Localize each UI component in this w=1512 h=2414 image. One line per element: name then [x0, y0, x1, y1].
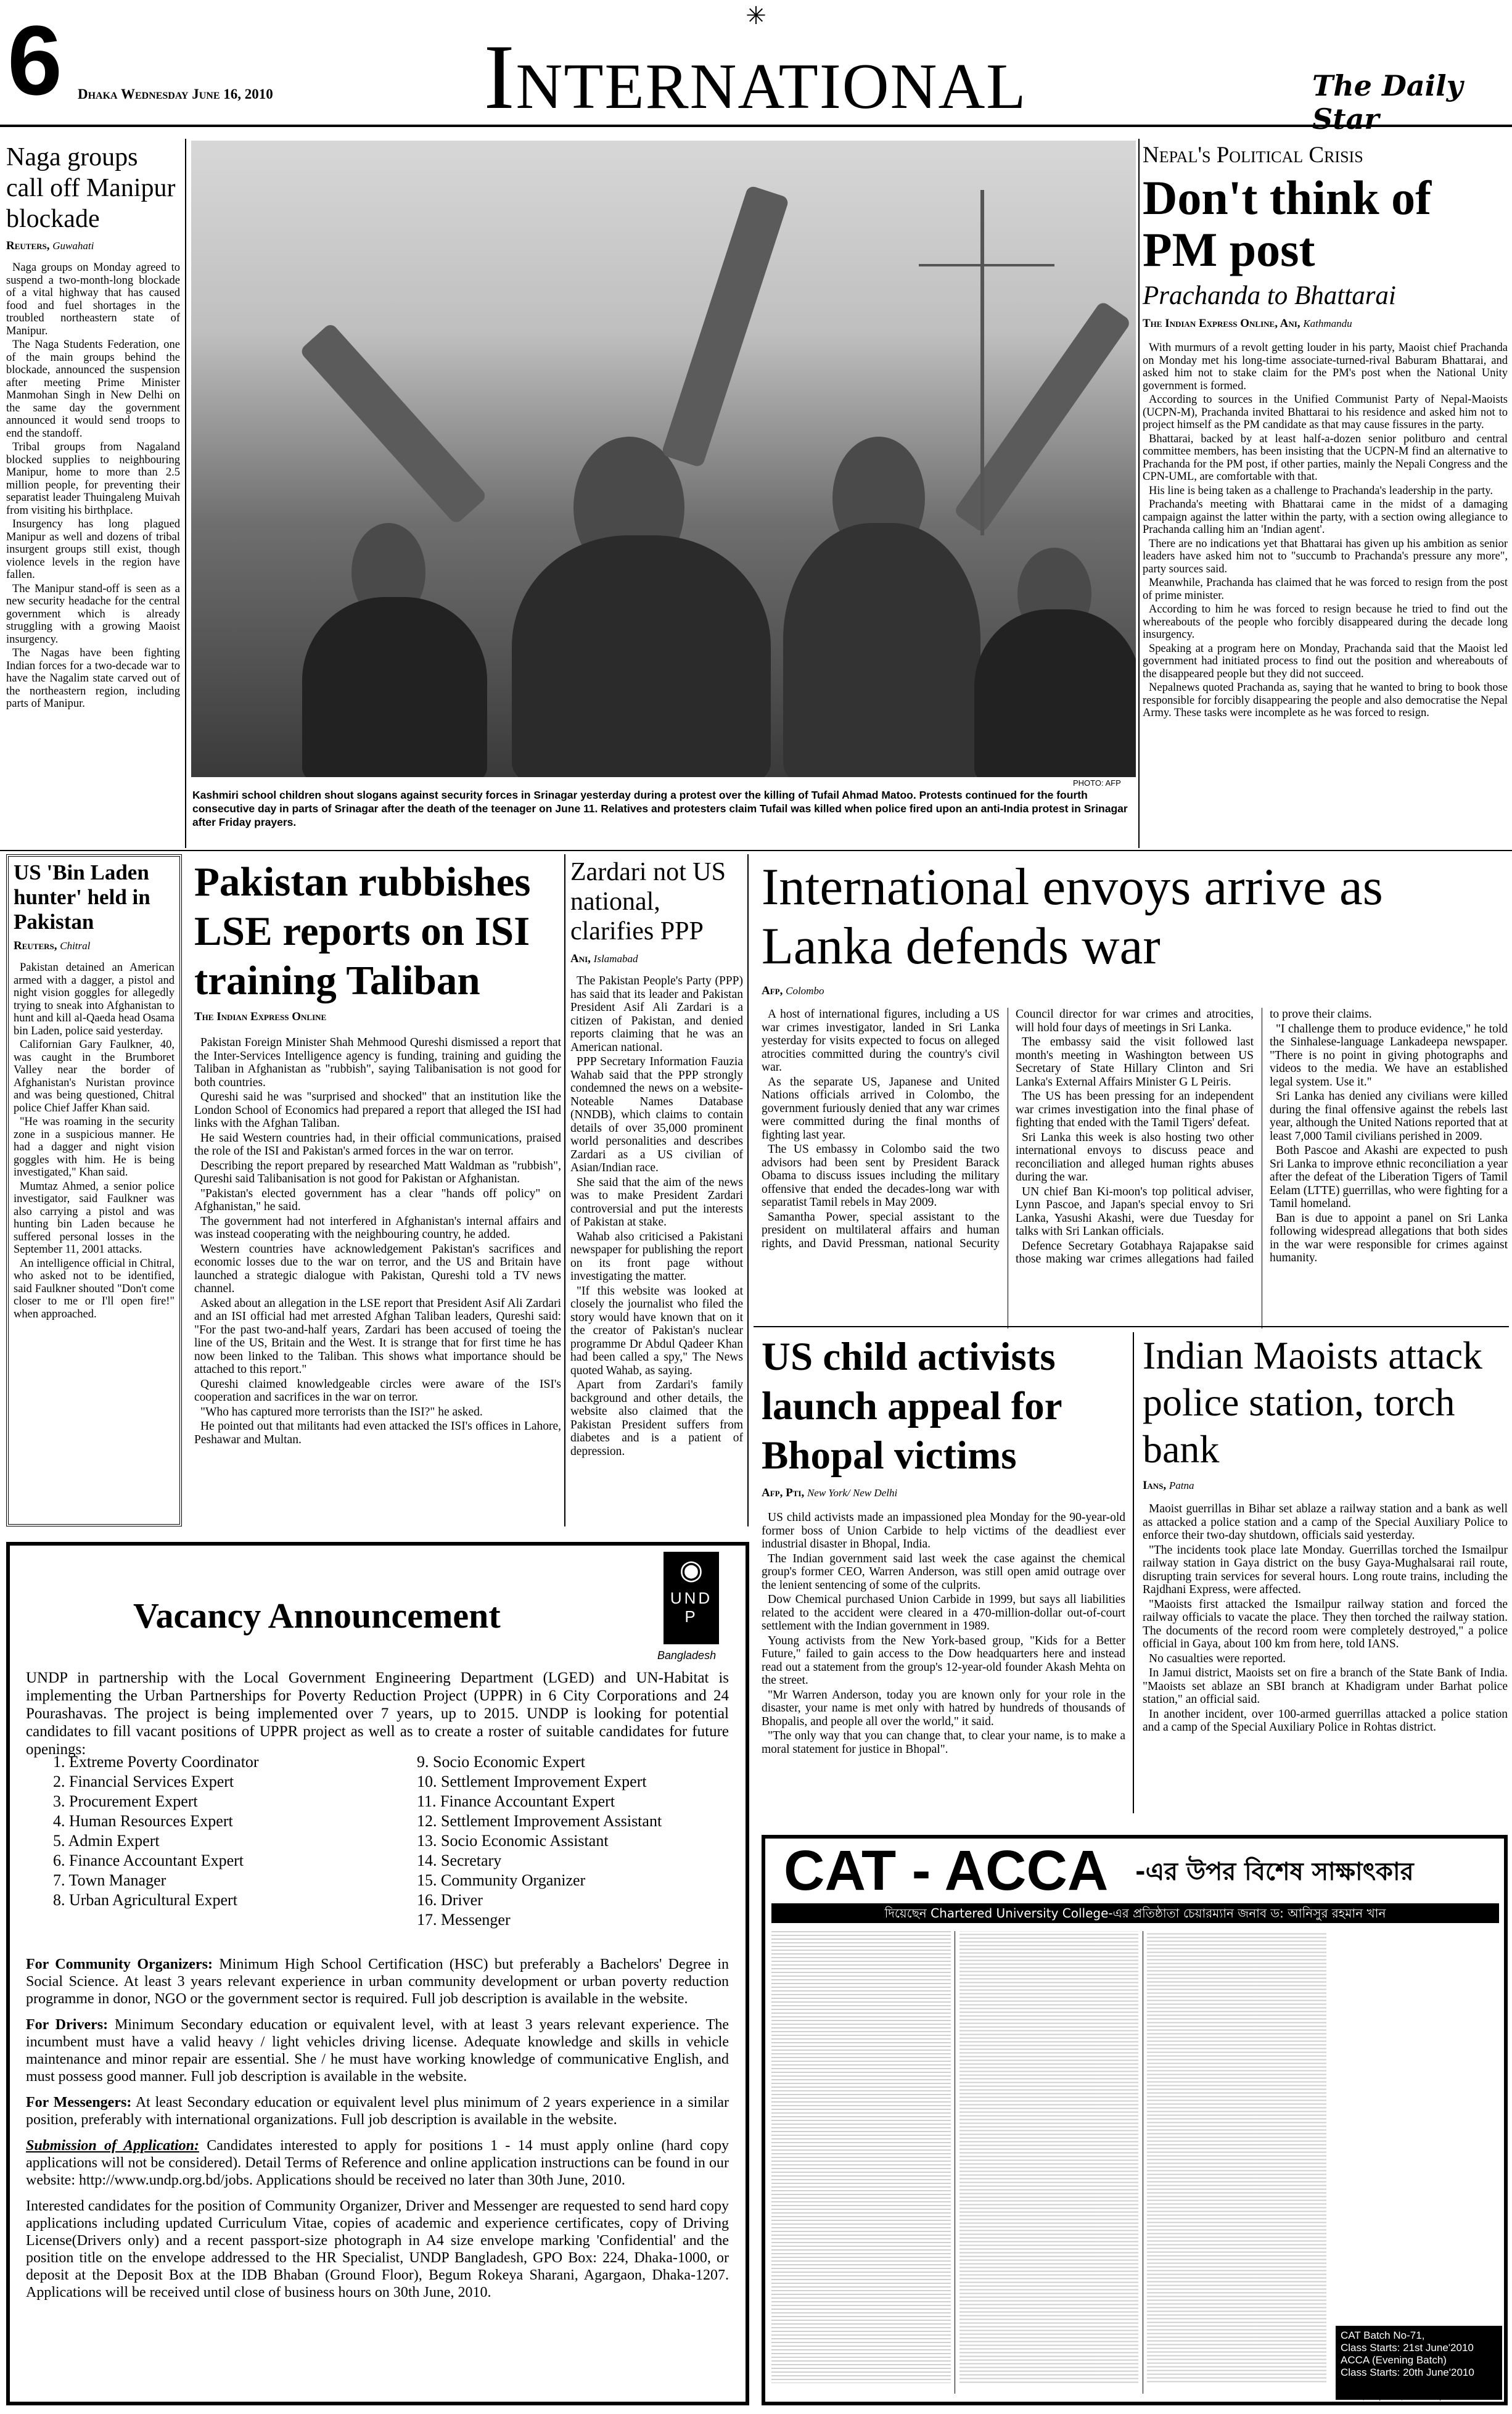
cat-acca-title: CAT - ACCA [784, 1839, 1109, 1902]
vacancy-ad [6, 1542, 749, 2405]
dateline: Dhaka Wednesday June 16, 2010 [78, 86, 273, 102]
masthead [0, 0, 1512, 136]
vacancy-requirements: For Community Organizers: Minimum High School Certification (HSC) but preferably a Bachelors' Degree in Social Science. At least 3 years relevant experience in urban community development or urban poverty reduction programme in donor, NGO or the government sector is required. Full job description is available in the website. For Drivers: Minimum Secondary education or equivalent level, with at least 3 years relevant experience. The incumbent must have a valid heavy / light vehicles driving license. Adequate knowledge and skills in vehicle maintenance and minor repair are essential. She / he must have working knowledge of communicative English, and must possess good manner. Full job description is available in the website. For Messengers: At least Secondary education or equivalent level plus minimum of 2 years experience in a similar position, preferably with international organizations. Full job description is available in the website. Submission of Application: Candidates interested to apply for positions 1 - 14 must apply online (hard copy applications will not be considered). Detail Terms of Reference and online application instructions can be found in our website: http://www.undp.org.bd/jobs. Applications should be received no later than 30th June, 2010. Interested candidates for the position of Community Organizer, Driver and Messenger are requested to send hard copy applications including updated Curriculum Vitae, copies of academic and experience certificates, copy of Driving License(Drivers only) and a recent passport-size photograph in A4 size envelope marking 'Confidential' and the position title on the envelope addressed to the HR Specialist, UNDP Bangladesh, GPO Box: 224, Dhaka-1000, or deposit at the Deposit Box at the IDB Bhaban (Ground Floor), Begum Rokeya Sharani, Agargaon, Dhaka-1207. Applications will be received until close of business hours on 30th June, 2010. [26, 1956, 729, 2301]
page-number: 6 [7, 5, 62, 115]
lse-article [194, 857, 561, 1523]
protest-photo [191, 141, 1136, 777]
undp-logo: ◉ UNDP [664, 1552, 719, 1644]
vacancy-closing: Interested candidates for the position of Community Organizer, Driver and Messenger are requested to send hard copy applications including updated Curriculum Vitae, copies of academic and experience certificates, copy of Driving License(Drivers only) and a recent passport-size photograph in A4 size envelope marking 'Confidential' and the position title on the envelope addressed to the HR Specialist, UNDP Bangladesh, GPO Box: 224, Dhaka-1000, or deposit at the Deposit Box at the IDB Bhaban (Ground Floor), Begum Rokeya Sharani, Agargaon, Dhaka-1207. Applications will be received until close of business hours on 30th June, 2010. [26, 2198, 729, 2301]
cat-acca-body [771, 1931, 1326, 2394]
lse-credit: The Indian Express Online [194, 1010, 327, 1023]
binladen-headline: US 'Bin Laden hunter' held in Pakistan [14, 860, 150, 934]
lanka-credit: Afp, Colombo [762, 984, 824, 997]
cat-acca-ad [762, 1835, 1508, 2405]
un-emblem-icon: ◉ [679, 1555, 704, 1585]
undp-logo-sub: Bangladesh [657, 1649, 717, 1662]
maoists-article [1143, 1332, 1508, 1826]
naga-body: Naga groups on Monday agreed to suspend a two-month-long blockade of a vital highway that has caused food and fuel shortages in the troubled northeastern state of Manipur. The Naga Students Federation, one of the main groups behind the blockade, announced the suspension after meeting Prime Minister Manmohan Singh in New Delhi on the same day the government announced it would send troops to end the standoff. Tribal groups from Nagaland blocked supplies to neighbouring Manipur, home to more than 2.5 million people, for preventing their separatist leader Thuingaleng Muivah from visiting his birthplace. Insurgency has long plagued Manipur as well and dozens of tribal insurgent groups still exist, though violence levels in the region have fallen. The Manipur stand-off is seen as a new security headache for the central government which is already struggling with a growing Maoist insurgency. The Nagas have been fighting Indian forces for a two-decade war to have the Nagalim state carved out of the northeastern region, including parts of Manipur. [6, 262, 180, 710]
cat-acca-text-block [771, 1931, 1326, 2383]
lse-headline: Pakistan rubbishes LSE reports on ISI training Taliban [194, 859, 531, 1003]
maoists-credit: Ians, Patna [1143, 1479, 1194, 1492]
batch-box: CAT Batch No-71, Class Starts: 21st June'2010 ACCA (Evening Batch) Class Starts: 20th June'2010 [1336, 2326, 1502, 2400]
bhopal-article [762, 1332, 1125, 1826]
lanka-headline: International envoys arrive as Lanka defends war [762, 858, 1383, 975]
cat-acca-subtitle: দিয়েছেন Chartered University College-এর প্রতিষ্ঠাতা চেয়ারম্যান জনাব ড: আনিসুর রহমান খান [771, 1903, 1499, 1923]
lse-body: Pakistan Foreign Minister Shah Mehmood Qureshi dismissed a report that the Inter-Services Intelligence agency is funding, training and guiding the Taliban in Afghanistan as "rubbish", saying Talibanisation is not good for both countries. Qureshi said he was "surprised and shocked" that an institution like the London School of Economics had prepared a report that alleged the ISI had links with the Afghan Taliban. He said Western countries had, in their official communications, praised the role of the ISI and Pakistan's armed forces in the war on terror. Describing the report prepared by researched Matt Waldman as "rubbish", Qureshi said Talibanisation is not good for Pakistan or Afghanistan. "Pakistan's elected government has a clear "hands off policy" on Afghanistan," he said. The government had not interfered in Afghanistan's internal affairs and was instead cooperating with the neighbouring country, he added. Western countries have acknowledgement Pakistan's sacrifices and economic losses due to the war on terror, and the US and Britain have launched a strategic dialogue with Pakistan, Qureshi told a TV news channel. Asked about an allegation in the LSE report that President Asif Ali Zardari and an ISI official had met arrested Afghan Taliban leaders, Qureshi said: "For the past two-and-half years, Zardari has been accused of toeing the line of the US, Britain and the West. It is strange that for first time he has now been linked to the Taliban. This shows what importance should be attached to this report." Qureshi claimed knowledgeable circles were aware of the ISI's cooperation and sacrifices in the war on terror. "Who has captured more terrorists than the ISI?" he asked. He pointed out that militants had even attacked the ISI's offices in Lahore, Peshawar and Multan. [194, 1036, 561, 1446]
divider [1133, 1332, 1134, 1813]
masthead-rule [0, 125, 1512, 127]
lanka-article [762, 857, 1508, 1320]
nepal-headline: Don't think of PM post [1143, 171, 1432, 276]
naga-credit: Reuters, Guwahati [6, 239, 94, 252]
photo-credit: PHOTO: AFP [1073, 778, 1121, 788]
positions-left: 1. Extreme Poverty Coordinator 2. Financial Services Expert 3. Procurement Expert 4. Human Resources Expert 5. Admin Expert 6. Finance Accountant Expert 7. Town Manager 8. Urban Agricultural Expert [53, 1753, 259, 1909]
binladen-credit: Reuters, Chitral [14, 939, 91, 952]
zardari-credit: Ani, Islamabad [570, 952, 638, 965]
lanka-body: A host of international figures, including a US war crimes investigator, landed in Sri Lanka yesterday for visits expected to focus on alleged atrocities committed during the country's civil war. As the separate US, Japanese and United Nations officials arrived in Colombo, the government furiously denied that any war crimes were committed during the final months of fighting last year. The US embassy in Colombo said the two advisors had been sent by President Barack Obama to discuss issues including the military offensive that ended the decades-long war with separatist Tamil rebels in May 2009. Samantha Power, special assistant to the president on multilateral affairs and human rights, and David Pressman, national Security Council director for war crimes and atrocities, will hold four days of meetings in Sri Lanka. The embassy said the visit followed last month's meeting in Washington between US Secretary of State Hillary Clinton and Sri Lanka's External Affairs Minister G L Peiris. The US has been pressing for an independent war crimes investigation into the final phase of fighting that ended with the Tamil Tigers' defeat. Sri Lanka this week is also hosting two other international envoys to discuss peace and reconciliation and alleged human rights abuses during the war. UN chief Ban Ki-moon's top political adviser, Lynn Pascoe, and Japan's special envoy to Sri Lanka, Yasushi Akashi, were due Tuesday for talks with Sri Lankan officials. Defence Secretary Gotabhaya Rajapakse said those making war crimes allegations had failed to prove their claims. "I challenge them to produce evidence," he told the Sinhalese-language Lankadeepa newspaper. "There is no point in giving photographs and videos to the media. We have an established legal system. Use it." Sri Lanka has denied any civilians were killed during the final offensive against the rebels last year, although the United Nations reported that at least 7,000 Tamil civilians perished in 2009. Both Pascoe and Akashi are expected to push Sri Lanka to improve ethnic reconciliation a year after the defeat of the Liberation Tigers of Tamil Eelam (LTTE) guerrillas, who were fighting for a Tamil homeland. Ban is due to appoint a panel on Sri Lanka following widespread allegations that both sides in the war were responsible for crimes against humanity. [762, 1008, 1508, 1266]
naga-headline: Naga groups call off Manipur blockade [6, 143, 176, 233]
divider [754, 1326, 1509, 1327]
divider [747, 854, 749, 1526]
nepal-kicker: Nepal's Political Crisis [1143, 142, 1363, 168]
photo-caption: Kashmiri school children shout slogans against security forces in Srinagar yesterday during a protest over the killing of Tufail Ahmad Matoo. Protests continued for the fourth consecutive day in parts of Srinagar after the death of the teenager on June 11. Relatives and protesters claim Tufail was killed when police fired upon an anti-India protest in Srinagar after Friday prayers. [192, 789, 1128, 828]
naga-article [6, 142, 180, 830]
bhopal-headline: US child activists launch appeal for Bhopal victims [762, 1335, 1062, 1478]
divider [1138, 139, 1140, 848]
paper-name: The Daily Star [1312, 69, 1463, 136]
nepal-credit: The Indian Express Online, Ani, Kathmandu [1143, 317, 1352, 330]
college-phones: ০১৭১৪২৯০৬, ০১৭২০-৫৩০৮৬৭,৭৪ [1336, 2393, 1452, 2402]
vacancy-title: Vacancy Announcement [133, 1596, 501, 1636]
zardari-body: The Pakistan People's Party (PPP) has said that its leader and Pakistan President Asif Ali Zardari is a citizen of Pakistan, and denied reports claiming that he was an American national. PPP Secretary Information Fauzia Wahab said that the PPP strongly condemned the news on a website- Noteable Names Database (NNDB), which claims to contain details of over 35,000 prominent world personalities and describes Zardari as a US civilian of Asian/Indian race. She said that the aim of the news was to make President Zardari controversial and put the interests of Pakistan at stake. Wahab also criticised a Pakistani newspaper for publishing the report on its front page without investigating the matter. "If this website was looked at closely the journalist who filed the story would have known that on it the creator of Pakistan's nuclear programme Dr Abdul Qadeer Khan had been called a spy," The News quoted Wahab, as saying. Apart from Zardari's family background and other details, the website also claimed that the Pakistan President suffers from diabetes and is a patient of depression. [570, 974, 743, 1458]
maoists-body: Maoist guerrillas in Bihar set ablaze a railway station and a bank as well as attacked a police station and a camp of the Special Auxiliary Police to enforce their two-day shutdown, officials said yesterday. "The incidents took place late Monday. Guerrillas torched the Ismailpur railway station in Gaya district on the busy Gaya-Mughalsarai rail route, disrupting train services for several hours. Long route trains, including the Rajdhani Express, were affected. "Maoists first attacked the Ismailpur railway station and forced the railway officials to vacate the place. They then torched the railway station. The documents of the record room were completely destroyed," a police official in Gaya, about 100 km from here, told IANS. No casualties were reported. In Jamui district, Maoists set on fire a branch of the State Bank of India. "Maoists set ablaze an SBI branch at Khadigram under Barhat police station," an official said. In another incident, over 100-armed guerrillas attacked a police station and a camp of the Special Auxiliary Police in Rohtas district. [1143, 1502, 1508, 1734]
binladen-body: Pakistan detained an American armed with a dagger, a pistol and night vision goggles for allegedly trying to sneak into Afghanistan to hunt and kill al-Qaeda head Osama bin Laden, police said yesterday. Californian Gary Faulkner, 40, was caught in the Brumboret Valley near the border of Afghanistan's Nuristan province and was being questioned, Chitral police Chief Jaffer Khan said. "He was roaming in the security zone in a suspicious manner. He had a dagger and night vision goggles with him. He is being investigated," Khan said. Mumtaz Ahmed, a senior police investigator, said Faulkner was also carrying a pistol and was hunting bin Laden because he suffered personal losses in the September 11, 2001 attacks. An intelligence official in Chitral, who asked not to be identified, said Faulkner shouted "Don't come closer to me or I'll open fire!" when approached. [14, 962, 175, 1320]
positions-right: 9. Socio Economic Expert 10. Settlement Improvement Expert 11. Finance Accountant Expert 12. Settlement Improvement Assistant 13. Socio Economic Assistant 14. Secretary 15. Community Organizer 16. Driver 17. Messenger [417, 1753, 662, 1929]
divider [185, 139, 186, 848]
nepal-body: With murmurs of a revolt getting louder in his party, Maoist chief Prachanda on Monday met his long-time associate-turned-rival Baburam Bhattarai, and asked him not to stake claim for the PM's post when the National Unity government is formed. According to sources in the Unified Communist Party of Nepal-Maoists (UCPN-M), Prachanda invited Bhattarai to his residence and asked him not to project himself as the PM candidate as that may cause fissures in the party. Bhattarai, backed by at least half-a-dozen senior politburo and central committee members, has been insisting that the UCPN-M find an alternative to Prachanda for the PM post, if other parties, mainly the Nepali Congress and the CPN-UML, are comfortable with that. His line is being taken as a challenge to Prachanda's leadership in the party. Prachanda's meeting with Bhattarai came in the midst of a damaging campaign against the latter within the party, with a section owing allegiance to Prachanda calling him an 'Indian agent'. There are no indications yet that Bhattarai has given up his ambition as senior leaders have asked him not to "succumb to Prachanda's pressure any more", party sources said. Meanwhile, Prachanda has claimed that he was forced to resign from the post of prime minister. According to him he was forced to resign because he tried to find out the whereabouts of the people who forcibly disappeared during the decade long insurgency. Speaking at a program here on Monday, Prachanda said that the Maoist led government had initiated process to find out the position and whereabouts of the disappeared people but they did not succeed. Nepalnews quoted Prachanda as, saying that he wanted to bring to book those responsible for forcibly disappearing the people and also democratise the Nepal Army. These tasks were incomplete as he was forced to resign. [1143, 342, 1508, 719]
bhopal-body: US child activists made an impassioned plea Monday for the 90-year-old former boss of Union Carbide to help victims of the deadliest ever industrial disaster in Bhopal, India. The Indian government said last week the case against the chemical group's former CEO, Warren Anderson, was still open amid outrage over the lenient sentencing of some of the culprits. Dow Chemical purchased Union Carbide in 1999, but says all liabilities related to the accident were cleared in a 470-million-dollar out-of-court settlement with the Indian government in 1989. Young activists from the New York-based group, "Kids for a Better Future," failed to gain access to the Dow headquarters here and instead read out a statement from the group's 12-year-old founder Akash Mehta on the street. "Mr Warren Anderson, today you are known only for your role in the disaster, your name is met only with hatred by hundreds of thousands of Bhopalis, and people all over the world," it said. "The only way that you can change that, to clear your name, is to make a moral statement for justice in Bhopal". [762, 1511, 1125, 1756]
zardari-article [570, 857, 743, 1523]
binladen-article [6, 854, 182, 1526]
maoists-headline: Indian Maoists attack police station, torch bank [1143, 1333, 1482, 1471]
nepal-article [1143, 142, 1508, 839]
star-icon: ✳ [746, 2, 766, 30]
divider [564, 854, 565, 1526]
nepal-subhead: Prachanda to Bhattarai [1143, 281, 1396, 310]
college-name-bn: চার্টার্ড ইউনিভার্সিটি কলেজ [1336, 2384, 1429, 2394]
zardari-headline: Zardari not US national, clarifies PPP [570, 858, 726, 945]
section-rule [0, 850, 1512, 851]
cat-acca-title-bn: -এর উপর বিশেষ সাক্ষাৎকার [1135, 1858, 1414, 1886]
section-title: International [483, 26, 1027, 128]
bhopal-credit: Afp, Pti, New York/ New Delhi [762, 1486, 898, 1499]
vacancy-intro: UNDP in partnership with the Local Government Engineering Department (LGED) and UN-Habitat is implementing the Urban Partnerships for Poverty Reduction Project (UPPR) in 6 City Corporations and 24 Pourashavas. The project is being implemented over 7 years, up to 2015. UNDP is looking for potential candidates to fill vacant positions of UPPR project as well as to create a roster of suitable candidates for future openings: [26, 1670, 729, 1758]
